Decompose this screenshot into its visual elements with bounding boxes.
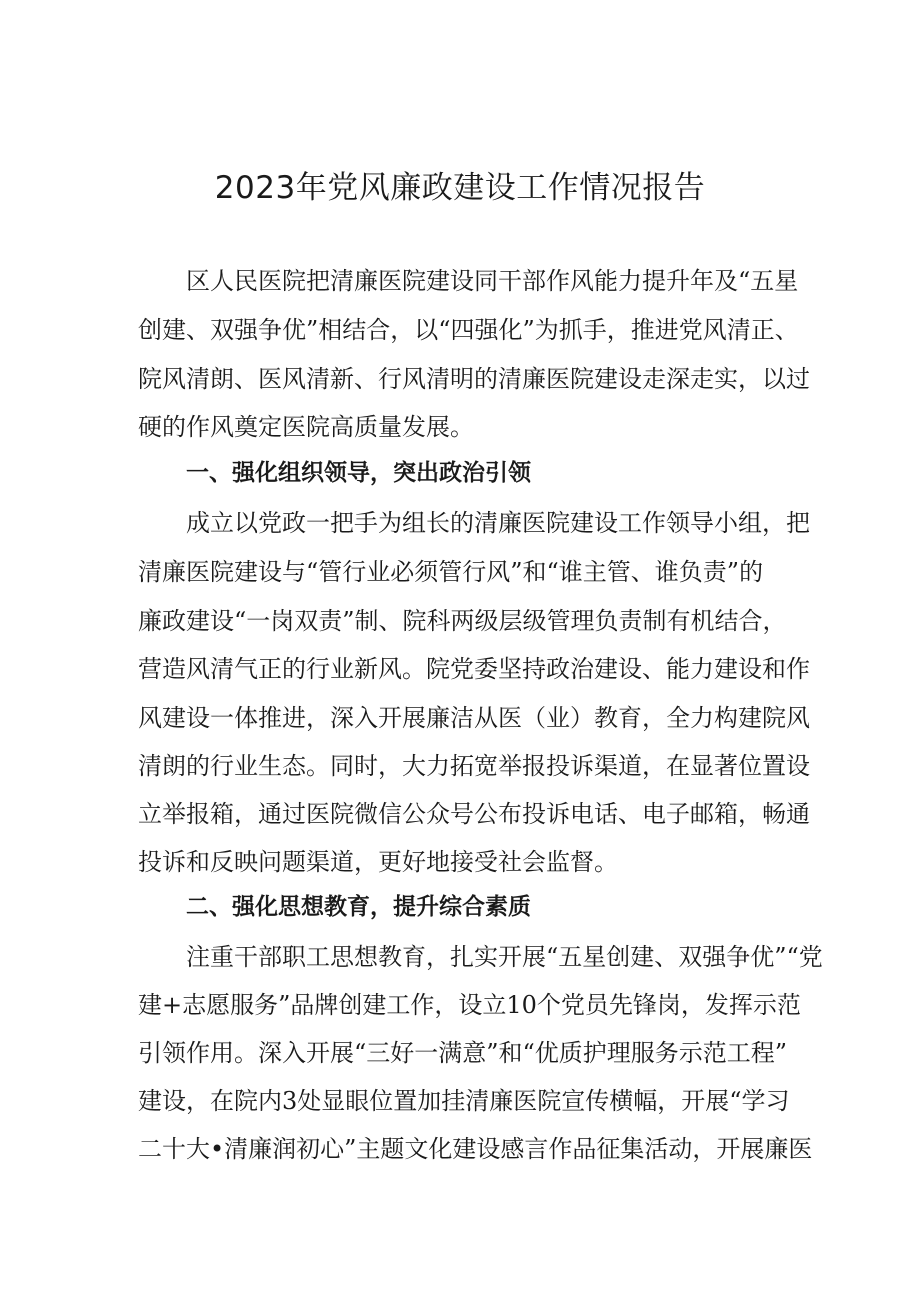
section-1-line: 投诉和反映问题渠道，更好地接受社会监督。 xyxy=(138,848,618,876)
section-1-line: 廉政建设“一岗双责”制、院科两级层级管理负责制有机结合， xyxy=(138,607,787,635)
section-1-line: 立举报箱，通过医院微信公众号公布投诉电话、电子邮箱，畅通 xyxy=(138,800,810,828)
section-1-line: 成立以党政一把手为组长的清廉医院建设工作领导小组，把 xyxy=(186,509,810,537)
section-1-line: 清朗的行业生态。同时，大力拓宽举报投诉渠道，在显著位置设 xyxy=(138,752,810,780)
document-title: 2023年党风廉政建设工作情况报告 xyxy=(214,170,706,206)
section-2-heading: 二、强化思想教育，提升综合素质 xyxy=(186,894,531,920)
section-2-line: 二十大•清廉润初心”主题文化建设感言作品征集活动，开展廉医 xyxy=(138,1135,813,1163)
section-1-line: 风建设一体推进，深入开展廉洁从医（业）教育，全力构建院风 xyxy=(138,704,810,732)
intro-line: 硬的作风奠定医院高质量发展。 xyxy=(138,413,474,441)
intro-line: 区人民医院把清廉医院建设同干部作风能力提升年及“五星 xyxy=(186,267,799,295)
section-1-heading: 一、强化组织领导，突出政治引领 xyxy=(186,460,531,486)
section-2-line: 引领作用。深入开展“三好一满意”和“优质护理服务示范工程” xyxy=(138,1039,788,1067)
intro-line: 创建、双强争优”相结合，以“四强化”为抓手，推进党风清正、 xyxy=(138,316,799,344)
intro-line: 院风清朗、医风清新、行风清明的清廉医院建设走深走实，以过 xyxy=(138,365,810,393)
section-2-line: 建设，在院内3处显眼位置加挂清廉医院宣传横幅，开展“学习 xyxy=(138,1087,790,1115)
section-2-line: 建+志愿服务”品牌创建工作，设立10个党员先锋岗，发挥示范 xyxy=(138,991,801,1019)
section-1-line: 清廉医院建设与“管行业必须管行风”和“谁主管、谁负责”的 xyxy=(138,558,764,586)
section-1-line: 营造风清气正的行业新风。院党委坚持政治建设、能力建设和作 xyxy=(138,655,810,683)
section-2-line: 注重干部职工思想教育，扎实开展“五星创建、双强争优”“党 xyxy=(186,943,823,971)
